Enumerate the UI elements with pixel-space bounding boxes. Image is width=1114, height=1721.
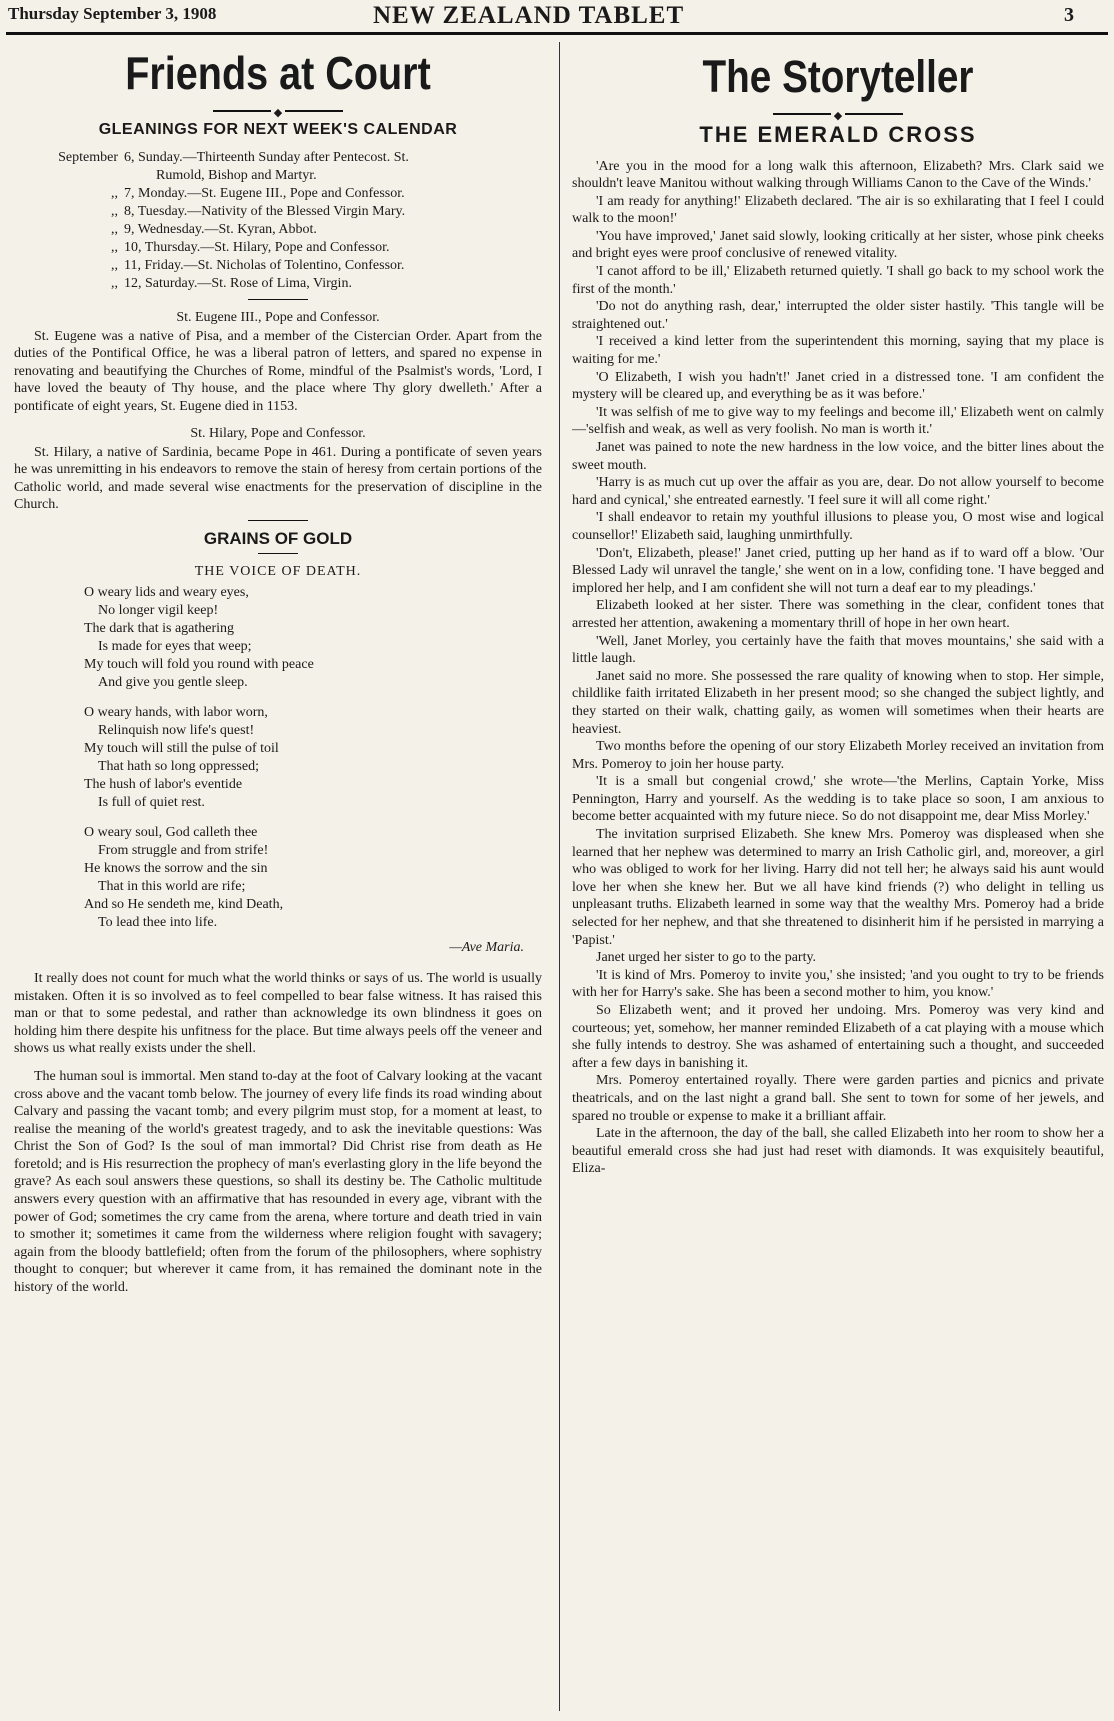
story-paragraph: Late in the afternoon, the day of the ball, she called Elizabeth into her room to show her a beautiful emerald cross she had just had reset with diamonds. It was exquisitely beautiful, Eliza- [572,1126,1104,1177]
diamond-ornament-icon: ◆ [271,107,285,119]
calendar-list [14,149,542,293]
story-paragraph: 'I am ready for anything!' Elizabeth declared. 'The air is so exhilarating that I feel I could walk to the moon!' [572,193,1104,227]
poem-stanza: O weary hands, with labor worn, Relinquish now life's quest! My touch will still the pulse of toil That hath so long oppressed; The hush of labor's eventide Is full of quiet rest. [84,704,279,810]
storyteller-heading: The Storyteller [702,51,974,102]
poem-title: THE VOICE OF DEATH. [194,563,362,579]
story-paragraph: 'You have improved,' Janet said slowly, looking critically at her sister, whose pink cheeks and bright eyes were proof conclusive of renewed vitality. [572,228,1104,262]
story-paragraph: 'I shall endeavor to retain my youthful illusions to please you, O most wise and logical counsellor!' Elizabeth said, laughing unmirthfully. [572,510,1104,543]
story-paragraph: 'I received a kind letter from the superintendent this morning, saying that my place is waiting for me.' [572,334,1104,368]
story-paragraph: 'It was selfish of me to give way to my feelings and become ill,' Elizabeth went on calmly—'selfish and weak, as well as very foolish. No man is worth it.' [572,404,1104,438]
issue-date: Thursday September 3, 1908 [8,4,217,23]
heading-ornament [572,108,1104,122]
right-column [572,42,1104,1178]
story-paragraph: 'Well, Janet Morley, you certainly have the faith that moves mountains,' she said with a little laugh. [572,633,1104,667]
story-paragraph: Elizabeth looked at her sister. There was something in the clear, confident tones that arrested her attention, awakening a momentary thrill of hope in her own heart. [572,598,1104,631]
story-paragraph: 'Harry is as much cut up over the affair as you are, dear. Do not allow yourself to become hard and cynical,' she entreated earnestly. 'I feel sure it will all come right.' [572,475,1104,508]
story-paragraph: 'It is kind of Mrs. Pomeroy to invite you,' she insisted; 'and you ought to try to be friends with her for Harry's sake. She has been a second mother to him, you know.' [572,967,1104,1001]
story-paragraph: 'Are you in the mood for a long walk this afternoon, Elizabeth? Mrs. Clark said we shouldn't leave Manitou without walking through Williams Canon to the Cave of the Winds.' [572,158,1104,192]
saint-hilary-text: St. Hilary, a native of Sardinia, became Pope in 461. During a pontificate of seven years he was unremitting in his endeavors to remove the stain of heresy from certain portions of the Catholic world, and made several wise enactments for the preservation of discipline in the Church. [14,444,542,513]
diamond-ornament-icon: ◆ [831,110,845,122]
calendar-row: September 6, Sunday.—Thirteenth Sunday after Pentecost. St. [58,149,409,165]
story-paragraph: 'I canot afford to be ill,' Elizabeth returned quietly. 'I shall go back to my school work the first of the month.' [572,264,1104,297]
calendar-subheading: GLEANINGS FOR NEXT WEEK'S CALENDAR [98,120,458,138]
story-paragraph: Janet said no more. She possessed the rare quality of knowing when to stop. Her simple, childlike faith irritated Elizabeth in her present mood; so she changed the subject lightly, and they started on their walk, chatting gaily, as women will sometimes when their hearts are heaviest. [572,668,1104,737]
story-text [572,158,1104,1178]
saint-eugene-text: St. Eugene was a native of Pisa, and a member of the Cistercian Order. Apart from the duties of the Pontifical Office, he was a liberal patron of letters, and spared no expense in renovating and beautifying the Churches of Rome, mindful of the Psalmist's words, 'Lord, I have loved the beauty of Thy house, and the place where Thy glory dwelleth.' After a pontificate of eight years, St. Eugene died in 1153. [14,328,542,414]
poem-stanza: O weary soul, God calleth thee From struggle and from strife! He knows the sorrow and the sin That in this world are rife; And so He sendeth me, kind Death, To lead thee into life. [84,824,284,930]
story-paragraph: 'It is a small but congenial crowd,' she wrote—'the Merlins, Captain Yorke, Miss Pennington, Harry and yourself. As the wedding is to take place so soon, I am anxious to become better acquainted with my future niece. So do not disappoint me, dear Miss Morley.' [572,774,1104,825]
saint-eugene-title: St. Eugene III., Pope and Confessor. [176,309,380,325]
calendar-row: ,, 11, Friday.—St. Nicholas of Tolentino, Confessor. [111,257,405,273]
grains-of-gold-heading: GRAINS OF GOLD [203,528,353,548]
calendar-row-continuation: Rumold, Bishop and Martyr. [156,167,317,183]
calendar-row: ,, 8, Tuesday.—Nativity of the Blessed Virgin Mary. [111,203,406,219]
story-paragraph: Mrs. Pomeroy entertained royally. There were garden parties and picnics and private theatricals, and on the last night a grand ball. She sent to town for some of her jewels, and spared no trouble or expense to make it a brilliant affair. [572,1073,1104,1124]
newspaper-title: NEW ZEALAND TABLET [373,2,685,29]
masthead [0,0,1114,40]
page-number: 3 [1064,4,1074,26]
section-rule [248,299,308,300]
calendar-row: ,, 12, Saturday.—St. Rose of Lima, Virgin. [111,275,352,291]
story-paragraph: So Elizabeth went; and it proved her undoing. Mrs. Pomeroy was very kind and courteous; yet, somehow, her manner reminded Elizabeth of a cat playing with a mouse which she fully intends to destroy. She was ashamed of entertaining such a thought, and succeeded after a few days in banishing it. [572,1003,1104,1071]
story-title: THE EMERALD CROSS [699,121,977,147]
saint-hilary-title: St. Hilary, Pope and Confessor. [190,425,366,441]
calendar-row: ,, 10, Thursday.—St. Hilary, Pope and Confessor. [111,239,390,255]
body-paragraph: It really does not count for much what the world thinks or says of us. The world is usually mistaken. Often it is so involved as to feel compelled to bear false witness. It has raised this man or that to some pedestal, and rather than acknowledge its own blindness it goes on holding him there despite his unfitness for the place. But time always peels off the veneer and shows us what really exists under the shell. [14,970,542,1057]
story-paragraph: The invitation surprised Elizabeth. She knew Mrs. Pomeroy was displeased when she learned that her nephew was determined to marry an Irish Catholic girl, and, moreover, a girl who was obliged to work for her living. Harry did not tell her; he always said his aunt would love her when she knew her. But we all have kind friends (?) who delight in telling us unpleasant truths. Elizabeth learned in some way that the wealthy Mrs. Pomeroy had a bride selected for her nephew, and that she threatened to disinherit him if he persisted in marrying a 'Papist.' [572,827,1104,948]
masthead-rule [6,32,1108,35]
story-paragraph: Janet urged her sister to go to the party. [596,950,817,966]
story-paragraph: 'Don't, Elizabeth, please!' Janet cried, putting up her hand as if to ward off a blow. 'Our Blessed Lady wil unravel the tangle,' she went on in a low, confiding tone. 'I have begged and implored her help, and I am confident she will not turn a deaf ear to my pleadings.' [572,545,1104,596]
section-rule [258,553,298,554]
left-column [14,42,542,1297]
column-divider [559,42,560,1711]
story-paragraph: 'Do not do anything rash, dear,' interrupted the older sister hastily. 'This tangle will be straightened out.' [572,299,1104,332]
poem-credit: —Ave Maria. [449,939,524,955]
story-paragraph: Janet was pained to note the new hardness in the low voice, and the bitter lines about the sweet mouth. [572,440,1104,473]
poem-stanza: O weary lids and weary eyes, No longer vigil keep! The dark that is agathering Is made for eyes that weep; My touch will fold you round with peace And give you gentle sleep. [84,584,314,690]
story-paragraph: 'O Elizabeth, I wish you hadn't!' Janet cried in a distressed tone. 'I am confident the mystery will be cleared up, and everything be as it was before.' [572,369,1104,403]
section-rule [248,520,308,521]
calendar-row: ,, 9, Wednesday.—St. Kyran, Abbot. [111,221,317,237]
body-paragraph: The human soul is immortal. Men stand to-day at the foot of Calvary looking at the vacant cross above and the vacant tomb below. The journey of every life finds its road winding about Calvary and passing the vacant tomb; and every pilgrim must stop, for a moment at least, to realise the meaning of the world's greatest tragedy, and to ask the inevitable questions: Was Christ the Son of God? Is the soul of man immortal? Did Christ rise from death as He foretold; and is His resurrection the prophecy of man's everlasting glory in the life beyond the grave? As each soul answers these questions, so shall its destiny be. The Catholic multitude answers every question with an affirmative that has resounded in every age, vibrant with the power of God; sometimes the cry came from the arena, where torture and death tried in vain to smother it; sometimes it came from the wilderness where religion fought with savagery; again from the bloody battlefield; often from the forum of the philosophers, where sophistry thought to conquer; but wherever it came from, it has remained the dominant note in the history of the world. [14,1068,542,1296]
heading-ornament [14,105,542,119]
friends-at-court-heading: Friends at Court [125,47,431,99]
story-paragraph: Two months before the opening of our story Elizabeth Morley received an invitation from Mrs. Pomeroy to join her house party. [572,739,1104,772]
calendar-row: ,, 7, Monday.—St. Eugene III., Pope and Confessor. [111,185,405,201]
